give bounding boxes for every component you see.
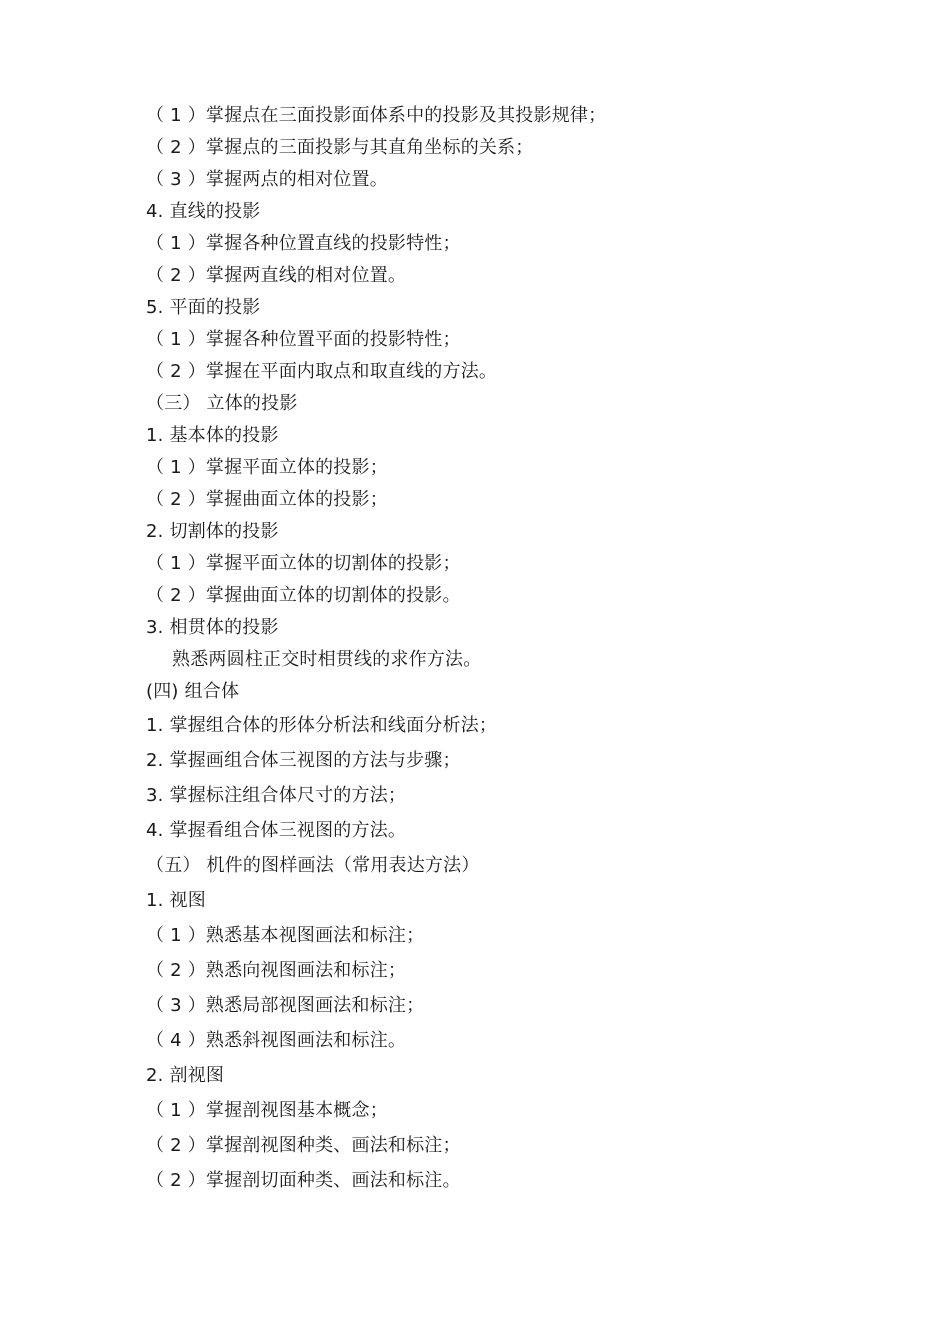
- text-line: （ 3 ）熟悉局部视图画法和标注；: [146, 995, 425, 1016]
- chapter-heading: （五） 机件的图样画法（常用表达方法）: [146, 855, 480, 876]
- text-line: （ 3 ）掌握两点的相对位置。: [146, 169, 388, 190]
- text-line: 熟悉两圆柱正交时相贯线的求作方法。: [172, 649, 482, 670]
- text-line: （ 2 ）掌握在平面内取点和取直线的方法。: [146, 361, 498, 382]
- text-line: （ 2 ）掌握点的三面投影与其直角坐标的关系；: [146, 137, 534, 158]
- section-heading: 1. 基本体的投影: [146, 425, 279, 446]
- text-line: 1. 掌握组合体的形体分析法和线面分析法；: [146, 715, 498, 736]
- text-line: （ 4 ）熟悉斜视图画法和标注。: [146, 1030, 407, 1051]
- chapter-heading: （三） 立体的投影: [146, 393, 298, 414]
- text-line: （ 2 ）熟悉向视图画法和标注；: [146, 960, 407, 981]
- text-line: 2. 掌握画组合体三视图的方法与步骤；: [146, 750, 461, 771]
- section-heading: 2. 切割体的投影: [146, 521, 279, 542]
- section-heading: 1. 视图: [146, 890, 206, 911]
- section-heading: 2. 剖视图: [146, 1065, 225, 1086]
- text-line: （ 1 ）熟悉基本视图画法和标注；: [146, 925, 425, 946]
- text-line: （ 1 ）掌握各种位置直线的投影特性；: [146, 233, 461, 254]
- text-line: （ 1 ）掌握平面立体的投影；: [146, 457, 388, 478]
- chapter-heading: (四) 组合体: [146, 681, 240, 702]
- section-heading: 3. 相贯体的投影: [146, 617, 279, 638]
- text-line: （ 2 ）掌握曲面立体的投影；: [146, 489, 388, 510]
- text-line: 4. 掌握看组合体三视图的方法。: [146, 820, 407, 841]
- text-line: （ 1 ）掌握剖视图基本概念；: [146, 1100, 388, 1121]
- section-heading: 5. 平面的投影: [146, 297, 261, 318]
- text-line: （ 2 ）掌握曲面立体的切割体的投影。: [146, 585, 461, 606]
- text-line: （ 1 ）掌握点在三面投影面体系中的投影及其投影规律；: [146, 105, 607, 126]
- section-heading: 4. 直线的投影: [146, 201, 261, 222]
- text-line: （ 2 ）掌握剖视图种类、画法和标注；: [146, 1135, 461, 1156]
- text-line: （ 2 ）掌握剖切面种类、画法和标注。: [146, 1170, 461, 1191]
- text-line: （ 2 ）掌握两直线的相对位置。: [146, 265, 407, 286]
- text-line: （ 1 ）掌握平面立体的切割体的投影；: [146, 553, 461, 574]
- text-line: （ 1 ）掌握各种位置平面的投影特性；: [146, 329, 461, 350]
- text-line: 3. 掌握标注组合体尺寸的方法；: [146, 785, 407, 806]
